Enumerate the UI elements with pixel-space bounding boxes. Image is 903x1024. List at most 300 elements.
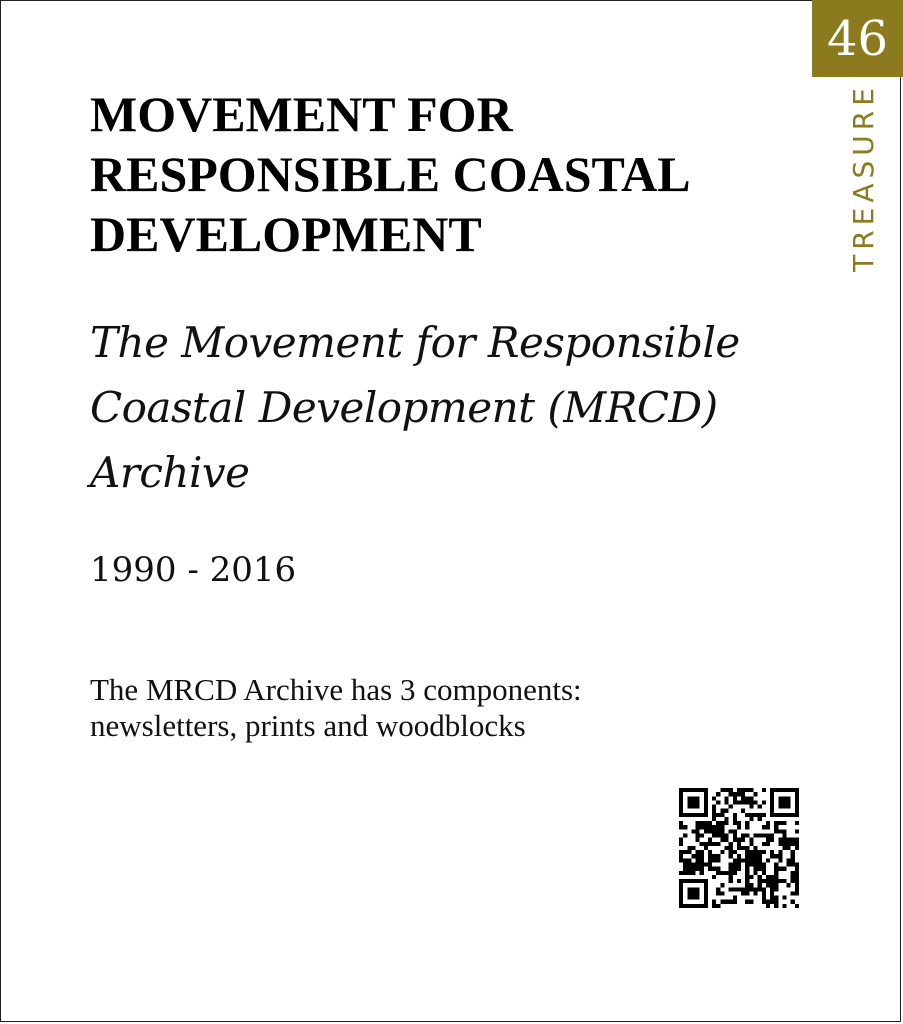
qr-module — [733, 862, 737, 866]
qr-module — [745, 788, 749, 792]
qr-module — [683, 867, 687, 871]
qr-module — [770, 883, 774, 887]
qr-module — [696, 796, 700, 800]
qr-module — [737, 854, 741, 858]
subtitle-line: Coastal Development (MRCD) — [90, 383, 718, 432]
qr-module — [725, 900, 729, 904]
qr-module — [770, 891, 774, 895]
qr-module — [729, 871, 733, 875]
archive-subtitle — [90, 310, 830, 505]
qr-module — [774, 896, 778, 900]
archive-description — [90, 672, 730, 744]
qr-module — [679, 904, 683, 908]
qr-module — [758, 858, 762, 862]
qr-module — [733, 829, 737, 833]
qr-module — [687, 891, 691, 895]
qr-module — [704, 805, 708, 809]
qr-module — [729, 879, 733, 883]
qr-module — [708, 858, 712, 862]
qr-module — [733, 796, 737, 800]
qr-module — [741, 800, 745, 804]
title-line: RESPONSIBLE COASTAL — [90, 146, 691, 202]
qr-module — [725, 846, 729, 850]
qr-module — [795, 788, 799, 792]
qr-module — [700, 862, 704, 866]
qr-module — [716, 842, 720, 846]
qr-module — [687, 796, 691, 800]
qr-module — [679, 879, 683, 883]
qr-module — [700, 825, 704, 829]
qr-module — [782, 896, 786, 900]
qr-module — [795, 867, 799, 871]
qr-module — [716, 871, 720, 875]
qr-module — [712, 867, 716, 871]
qr-module — [749, 900, 753, 904]
qr-module — [770, 850, 774, 854]
qr-module — [782, 842, 786, 846]
description-line: newsletters, prints and woodblocks — [90, 708, 526, 743]
qr-module — [762, 800, 766, 804]
qr-module — [687, 896, 691, 900]
qr-module — [696, 850, 700, 854]
qr-module — [770, 854, 774, 858]
subtitle-line: Archive — [90, 448, 250, 497]
qr-module — [778, 796, 782, 800]
qr-module — [741, 834, 745, 838]
qr-module — [708, 825, 712, 829]
qr-module — [762, 825, 766, 829]
qr-module — [795, 879, 799, 883]
qr-module — [696, 805, 700, 809]
qr-module — [749, 838, 753, 842]
qr-module — [762, 850, 766, 854]
qr-module — [679, 854, 683, 858]
qr-module — [700, 904, 704, 908]
qr-module — [762, 842, 766, 846]
qr-module — [716, 813, 720, 817]
qr-module — [795, 842, 799, 846]
qr-module — [683, 813, 687, 817]
qr-module — [778, 813, 782, 817]
qr-module — [687, 850, 691, 854]
qr-module — [795, 821, 799, 825]
qr-module — [753, 858, 757, 862]
qr-module — [696, 858, 700, 862]
qr-module — [696, 887, 700, 891]
qr-module — [687, 858, 691, 862]
date-range: 1990 - 2016 — [90, 550, 297, 590]
qr-module — [745, 875, 749, 879]
qr-module — [778, 838, 782, 842]
qr-module — [753, 800, 757, 804]
qr-module — [774, 871, 778, 875]
qr-module — [782, 829, 786, 833]
qr-module — [696, 867, 700, 871]
qr-module — [712, 805, 716, 809]
qr-module — [753, 813, 757, 817]
qr-module — [708, 862, 712, 866]
qr-module — [795, 838, 799, 842]
qr-module — [745, 858, 749, 862]
qr-module — [791, 838, 795, 842]
qr-module — [679, 871, 683, 875]
qr-module — [716, 829, 720, 833]
qr-module — [729, 846, 733, 850]
qr-module — [683, 858, 687, 862]
qr-module — [762, 879, 766, 883]
qr-module — [795, 904, 799, 908]
qr-module — [766, 821, 770, 825]
qr-module — [770, 896, 774, 900]
qr-module — [770, 788, 774, 792]
qr-module — [741, 846, 745, 850]
qr-module — [679, 850, 683, 854]
qr-module — [708, 854, 712, 858]
qr-module — [704, 788, 708, 792]
qr-module — [725, 821, 729, 825]
qr-module — [795, 829, 799, 833]
qr-module — [696, 788, 700, 792]
qr-code-icon[interactable] — [679, 788, 799, 908]
qr-module — [704, 883, 708, 887]
qr-module — [679, 842, 683, 846]
qr-module — [782, 834, 786, 838]
qr-module — [753, 871, 757, 875]
qr-module — [683, 850, 687, 854]
qr-module — [766, 838, 770, 842]
qr-module — [741, 809, 745, 813]
page-title — [90, 84, 810, 264]
qr-module — [782, 821, 786, 825]
qr-module — [733, 834, 737, 838]
qr-module — [745, 796, 749, 800]
qr-module — [712, 813, 716, 817]
qr-module — [733, 817, 737, 821]
qr-module — [795, 887, 799, 891]
qr-module — [679, 788, 683, 792]
qr-module — [687, 805, 691, 809]
qr-module — [716, 858, 720, 862]
qr-module — [745, 900, 749, 904]
qr-module — [791, 900, 795, 904]
qr-module — [745, 834, 749, 838]
qr-module — [691, 904, 695, 908]
qr-module — [749, 875, 753, 879]
qr-module — [704, 887, 708, 891]
qr-module — [712, 809, 716, 813]
qr-module — [733, 896, 737, 900]
qr-module — [716, 825, 720, 829]
qr-module — [770, 809, 774, 813]
qr-module — [782, 867, 786, 871]
qr-module — [729, 788, 733, 792]
qr-module — [687, 846, 691, 850]
qr-module — [712, 796, 716, 800]
qr-module — [787, 838, 791, 842]
qr-module — [787, 846, 791, 850]
qr-module — [753, 862, 757, 866]
qr-module — [770, 879, 774, 883]
qr-module — [762, 887, 766, 891]
qr-module — [716, 891, 720, 895]
qr-module — [720, 883, 724, 887]
qr-module — [774, 883, 778, 887]
qr-module — [795, 796, 799, 800]
qr-module — [729, 867, 733, 871]
qr-module — [749, 862, 753, 866]
qr-module — [770, 834, 774, 838]
qr-module — [696, 891, 700, 895]
qr-module — [770, 805, 774, 809]
qr-module — [691, 891, 695, 895]
qr-module — [795, 846, 799, 850]
qr-module — [778, 821, 782, 825]
qr-module — [787, 858, 791, 862]
qr-module — [782, 813, 786, 817]
qr-module — [762, 862, 766, 866]
qr-module — [687, 800, 691, 804]
qr-module — [720, 850, 724, 854]
qr-module — [741, 887, 745, 891]
qr-module — [778, 788, 782, 792]
qr-module — [778, 854, 782, 858]
qr-module — [716, 821, 720, 825]
qr-module — [753, 887, 757, 891]
qr-module — [687, 813, 691, 817]
qr-module — [749, 805, 753, 809]
qr-module — [766, 875, 770, 879]
qr-module — [704, 904, 708, 908]
qr-module — [696, 879, 700, 883]
qr-module — [733, 800, 737, 804]
qr-module — [758, 817, 762, 821]
qr-module — [687, 788, 691, 792]
qr-module — [683, 879, 687, 883]
qr-module — [762, 813, 766, 817]
qr-module — [745, 891, 749, 895]
qr-module — [691, 854, 695, 858]
qr-module — [733, 792, 737, 796]
qr-module — [712, 900, 716, 904]
qr-module — [708, 821, 712, 825]
qr-module — [795, 871, 799, 875]
qr-module — [700, 834, 704, 838]
qr-module — [679, 838, 683, 842]
qr-module — [774, 825, 778, 829]
qr-module — [741, 788, 745, 792]
qr-module — [770, 796, 774, 800]
qr-module — [733, 871, 737, 875]
qr-module — [729, 805, 733, 809]
qr-module — [720, 829, 724, 833]
qr-module — [749, 850, 753, 854]
qr-module — [712, 829, 716, 833]
qr-module — [753, 846, 757, 850]
qr-module — [766, 904, 770, 908]
qr-module — [725, 838, 729, 842]
qr-module — [774, 862, 778, 866]
qr-module — [704, 825, 708, 829]
qr-module — [696, 825, 700, 829]
qr-module — [733, 900, 737, 904]
qr-module — [745, 846, 749, 850]
qr-module — [766, 883, 770, 887]
qr-module — [683, 788, 687, 792]
qr-module — [770, 875, 774, 879]
qr-module — [704, 800, 708, 804]
qr-module — [795, 800, 799, 804]
qr-module — [691, 896, 695, 900]
qr-module — [696, 896, 700, 900]
qr-module — [733, 858, 737, 862]
qr-module — [782, 788, 786, 792]
qr-module — [791, 850, 795, 854]
treasure-number: 46 — [826, 10, 889, 67]
qr-module — [679, 825, 683, 829]
qr-module — [712, 858, 716, 862]
qr-module — [791, 858, 795, 862]
qr-module — [787, 862, 791, 866]
qr-module — [708, 829, 712, 833]
qr-module — [787, 842, 791, 846]
qr-module — [758, 879, 762, 883]
qr-module — [679, 896, 683, 900]
qr-module — [733, 887, 737, 891]
qr-module — [691, 805, 695, 809]
qr-module — [704, 829, 708, 833]
qr-module — [712, 842, 716, 846]
qr-module — [704, 796, 708, 800]
qr-module — [729, 829, 733, 833]
qr-module — [716, 854, 720, 858]
qr-module — [679, 792, 683, 796]
qr-module — [787, 796, 791, 800]
qr-module — [725, 796, 729, 800]
qr-module — [708, 867, 712, 871]
qr-module — [679, 800, 683, 804]
qr-module — [766, 834, 770, 838]
qr-module — [749, 796, 753, 800]
title-line: DEVELOPMENT — [90, 206, 482, 262]
qr-module — [787, 805, 791, 809]
qr-module — [782, 846, 786, 850]
qr-module — [745, 887, 749, 891]
qr-module — [704, 862, 708, 866]
qr-module — [700, 821, 704, 825]
qr-module — [700, 842, 704, 846]
qr-module — [774, 821, 778, 825]
qr-module — [745, 813, 749, 817]
qr-module — [704, 900, 708, 904]
qr-module — [700, 871, 704, 875]
qr-module — [679, 809, 683, 813]
description-line: The MRCD Archive has 3 components: — [90, 672, 582, 707]
qr-module — [696, 821, 700, 825]
qr-module — [758, 875, 762, 879]
qr-module — [795, 805, 799, 809]
qr-module — [729, 850, 733, 854]
qr-module — [696, 813, 700, 817]
qr-module — [696, 904, 700, 908]
qr-module — [700, 867, 704, 871]
qr-module — [782, 796, 786, 800]
qr-module — [749, 854, 753, 858]
qr-module — [704, 891, 708, 895]
qr-module — [791, 871, 795, 875]
qr-module — [770, 813, 774, 817]
qr-module — [791, 862, 795, 866]
qr-module — [778, 867, 782, 871]
qr-module — [733, 821, 737, 825]
qr-module — [791, 813, 795, 817]
qr-module — [683, 825, 687, 829]
qr-module — [753, 834, 757, 838]
qr-module — [774, 879, 778, 883]
qr-module — [782, 838, 786, 842]
qr-module — [720, 788, 724, 792]
qr-module — [737, 887, 741, 891]
qr-module — [691, 862, 695, 866]
qr-module — [691, 788, 695, 792]
qr-module — [700, 879, 704, 883]
qr-module — [770, 900, 774, 904]
qr-module — [791, 875, 795, 879]
qr-module — [737, 792, 741, 796]
qr-module — [745, 871, 749, 875]
qr-module — [708, 842, 712, 846]
qr-module — [700, 788, 704, 792]
qr-module — [720, 825, 724, 829]
qr-module — [787, 800, 791, 804]
qr-module — [683, 871, 687, 875]
qr-module — [737, 842, 741, 846]
qr-module — [720, 834, 724, 838]
qr-module — [778, 858, 782, 862]
qr-module — [679, 858, 683, 862]
qr-module — [791, 854, 795, 858]
qr-module — [683, 904, 687, 908]
qr-module — [691, 813, 695, 817]
qr-module — [737, 858, 741, 862]
qr-module — [758, 887, 762, 891]
qr-module — [716, 904, 720, 908]
qr-module — [770, 792, 774, 796]
qr-module — [774, 875, 778, 879]
qr-module — [770, 887, 774, 891]
qr-module — [737, 788, 741, 792]
qr-module — [725, 809, 729, 813]
qr-module — [716, 792, 720, 796]
qr-module — [737, 862, 741, 866]
qr-module — [691, 867, 695, 871]
qr-module — [712, 825, 716, 829]
qr-module — [733, 813, 737, 817]
qr-module — [741, 838, 745, 842]
qr-module — [720, 809, 724, 813]
qr-module — [720, 821, 724, 825]
qr-module — [679, 887, 683, 891]
side-label — [845, 82, 881, 272]
qr-module — [691, 846, 695, 850]
qr-module — [762, 834, 766, 838]
qr-module — [725, 817, 729, 821]
qr-module — [758, 883, 762, 887]
qr-module — [712, 817, 716, 821]
qr-module — [729, 900, 733, 904]
qr-module — [712, 854, 716, 858]
qr-module — [778, 850, 782, 854]
qr-module — [737, 821, 741, 825]
